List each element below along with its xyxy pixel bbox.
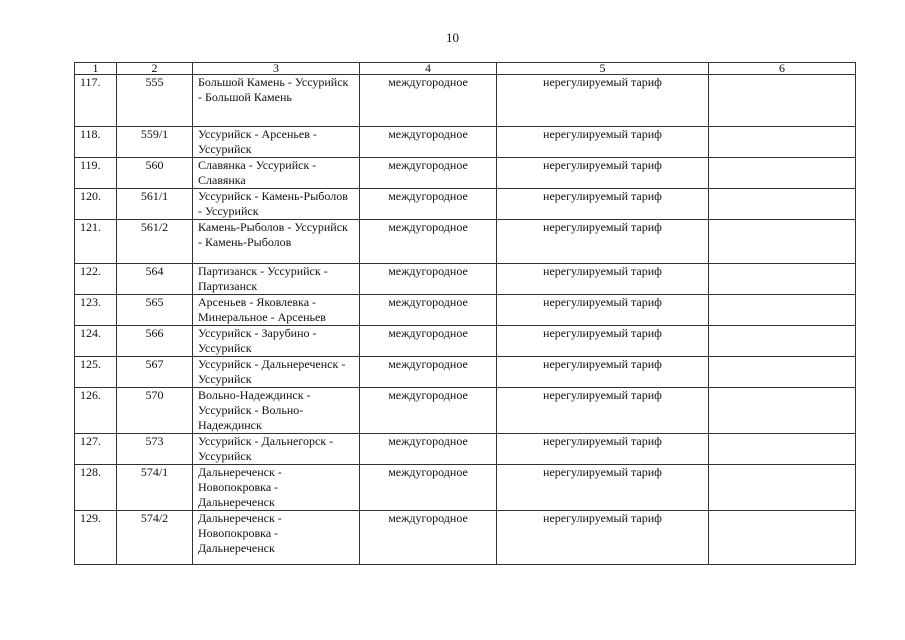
route-type-cell: междугородное [360,465,497,511]
header-cell: 3 [193,63,360,75]
route-type-cell: междугородное [360,357,497,388]
route-type-cell: междугородное [360,264,497,295]
route-number-cell: 574/2 [117,511,193,565]
route-name-cell: Дальнереченск - Новопокровка - Дальнереченск [193,465,360,511]
table-row [75,511,856,565]
route-number-cell: 565 [117,295,193,326]
route-number-cell: 555 [117,75,193,127]
route-name-cell: Камень-Рыболов - Уссурийск - Камень-Рыболов [193,220,360,264]
table-header-row [75,63,856,75]
route-number-cell: 574/1 [117,465,193,511]
route-name-cell: Уссурийск - Дальнегорск - Уссурийск [193,434,360,465]
row-number-cell: 122. [75,264,117,295]
route-type-cell: междугородное [360,326,497,357]
table-row [75,465,856,511]
row-number-cell: 127. [75,434,117,465]
note-cell [709,357,856,388]
route-type-cell: междугородное [360,127,497,158]
route-number-cell: 561/1 [117,189,193,220]
route-name-cell: Уссурийск - Зарубино - Уссурийск [193,326,360,357]
row-number-cell: 120. [75,189,117,220]
route-name-cell: Партизанск - Уссурийск - Партизанск [193,264,360,295]
header-cell: 5 [497,63,709,75]
row-number-cell: 121. [75,220,117,264]
tariff-cell: нерегулируемый тариф [497,388,709,434]
route-number-cell: 567 [117,357,193,388]
tariff-cell: нерегулируемый тариф [497,465,709,511]
route-type-cell: междугородное [360,220,497,264]
note-cell [709,465,856,511]
route-name-cell: Уссурийск - Камень-Рыболов - Уссурийск [193,189,360,220]
table-row [75,434,856,465]
header-cell: 6 [709,63,856,75]
row-number-cell: 126. [75,388,117,434]
row-number-cell: 119. [75,158,117,189]
note-cell [709,434,856,465]
route-type-cell: междугородное [360,434,497,465]
route-number-cell: 570 [117,388,193,434]
route-name-cell: Уссурийск - Дальнереченск - Уссурийск [193,357,360,388]
header-cell: 2 [117,63,193,75]
table-row [75,220,856,264]
table-row [75,295,856,326]
route-type-cell: междугородное [360,511,497,565]
table-row [75,388,856,434]
note-cell [709,388,856,434]
route-type-cell: междугородное [360,158,497,189]
table-row [75,357,856,388]
route-number-cell: 573 [117,434,193,465]
header-cell: 1 [75,63,117,75]
route-name-cell: Славянка - Уссурийск - Славянка [193,158,360,189]
row-number-cell: 125. [75,357,117,388]
note-cell [709,220,856,264]
row-number-cell: 118. [75,127,117,158]
route-name-cell: Вольно-Надеждинск - Уссурийск - Вольно-Надеждинск [193,388,360,434]
route-name-cell: Дальнереченск - Новопокровка - Дальнереченск [193,511,360,565]
row-number-cell: 117. [75,75,117,127]
route-name-cell: Большой Камень - Уссурийск - Большой Камень [193,75,360,127]
tariff-cell: нерегулируемый тариф [497,264,709,295]
tariff-cell: нерегулируемый тариф [497,434,709,465]
route-number-cell: 566 [117,326,193,357]
row-number-cell: 128. [75,465,117,511]
route-type-cell: междугородное [360,189,497,220]
table-row [75,326,856,357]
route-number-cell: 561/2 [117,220,193,264]
route-name-cell: Арсеньев - Яковлевка - Минеральное - Арсеньев [193,295,360,326]
route-number-cell: 559/1 [117,127,193,158]
route-name-cell: Уссурийск - Арсеньев - Уссурийск [193,127,360,158]
route-type-cell: междугородное [360,295,497,326]
note-cell [709,511,856,565]
table-row [75,264,856,295]
note-cell [709,295,856,326]
tariff-cell: нерегулируемый тариф [497,295,709,326]
tariff-cell: нерегулируемый тариф [497,326,709,357]
note-cell [709,264,856,295]
note-cell [709,189,856,220]
table-row [75,75,856,127]
note-cell [709,158,856,189]
header-cell: 4 [360,63,497,75]
row-number-cell: 124. [75,326,117,357]
route-number-cell: 564 [117,264,193,295]
tariff-cell: нерегулируемый тариф [497,220,709,264]
table-row [75,127,856,158]
tariff-cell: нерегулируемый тариф [497,189,709,220]
tariff-cell: нерегулируемый тариф [497,75,709,127]
page-number: 10 [446,30,459,45]
tariff-cell: нерегулируемый тариф [497,158,709,189]
note-cell [709,326,856,357]
table-row [75,158,856,189]
table-row [75,189,856,220]
row-number-cell: 129. [75,511,117,565]
note-cell [709,75,856,127]
row-number-cell: 123. [75,295,117,326]
tariff-cell: нерегулируемый тариф [497,357,709,388]
route-number-cell: 560 [117,158,193,189]
routes-table [74,62,856,565]
tariff-cell: нерегулируемый тариф [497,127,709,158]
route-type-cell: междугородное [360,388,497,434]
tariff-cell: нерегулируемый тариф [497,511,709,565]
note-cell [709,127,856,158]
route-type-cell: междугородное [360,75,497,127]
